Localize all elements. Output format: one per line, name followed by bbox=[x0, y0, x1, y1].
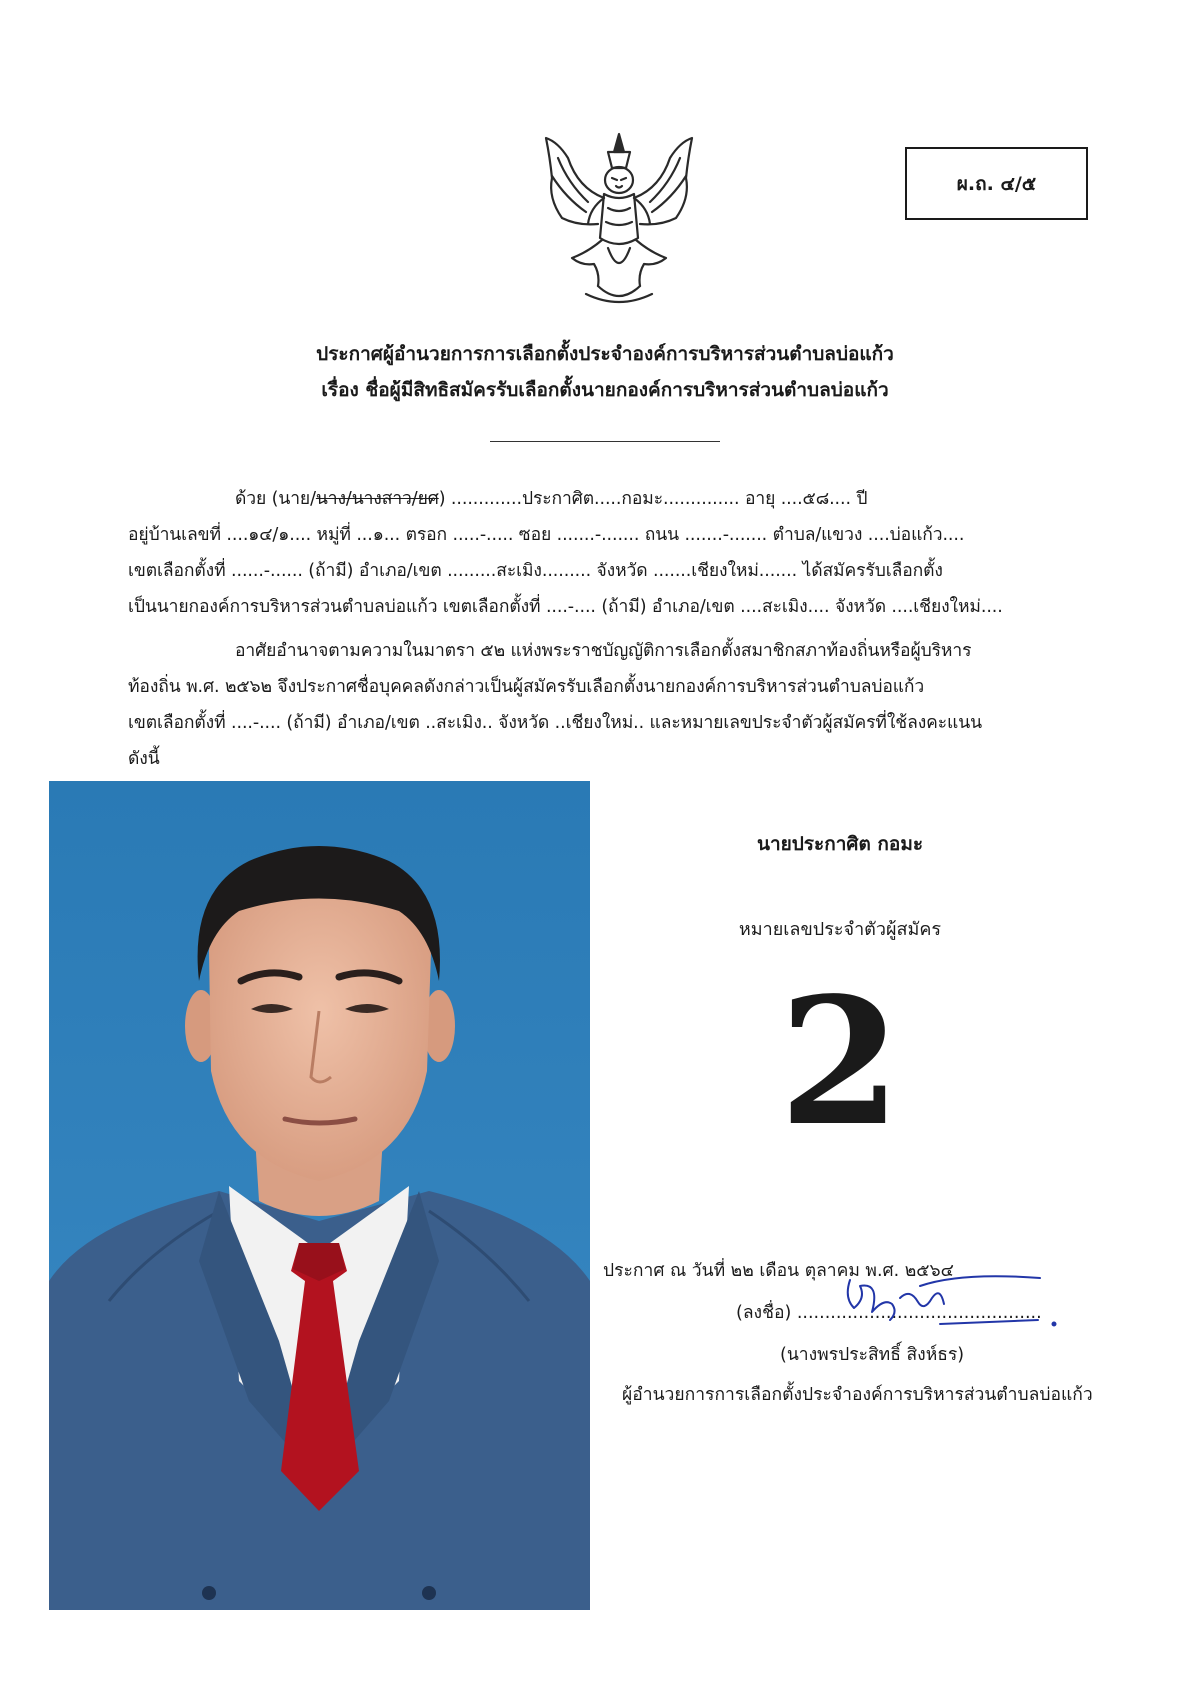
signer-name: (นางพรประสิทธิ์ สิงห์ธร) bbox=[780, 1345, 965, 1365]
candidate-photo bbox=[49, 781, 590, 1610]
body-line: เขตเลือกตั้งที่ ....-.... (ถ้ามี) อำเภอ/เขต ..สะเมิง.. จังหวัด ..เชียงใหม่.. และหมายเลขประจำตัวผู้สมัครที่ใช้ลงคะแนน bbox=[128, 713, 982, 733]
signer-title: ผู้อำนวยการการเลือกตั้งประจำองค์การบริหารส่วนตำบลบ่อแก้ว bbox=[622, 1385, 1093, 1405]
announcement-date: ประกาศ ณ วันที่ ๒๒ เดือน ตุลาคม พ.ศ. ๒๕๖๔ bbox=[603, 1261, 954, 1281]
candidate-name: นายประกาศิต กอมะ bbox=[756, 833, 924, 855]
signed-line: (ลงชื่อ) ............................................ bbox=[736, 1303, 1042, 1323]
title-prefix: ด้วย (นาย/ bbox=[235, 489, 316, 509]
form-code: ผ.ถ. ๔/๕ bbox=[956, 172, 1037, 195]
body-line: ท้องถิ่น พ.ศ. ๒๕๖๒ จึงประกาศชื่อบุคคลดังกล่าวเป็นผู้สมัครรับเลือกตั้งนายกองค์การบริหารส่วนตำบลบ่อแก้ว bbox=[128, 677, 925, 697]
body-line: ดังนี้ bbox=[128, 749, 160, 769]
struck-title-options: นาง/นางสาว/ยศ bbox=[315, 489, 439, 509]
body-line: เขตเลือกตั้งที่ ......-...... (ถ้ามี) อำเภอ/เขต .........สะเมิง......... จังหวัด .......เชียงใหม่....... ได้สมัครรับเลือกตั้ง bbox=[128, 561, 943, 581]
body-line: อยู่บ้านเลขที่ ....๑๔/๑.... หมู่ที่ ...๑... ตรอก .....-..... ซอย .......-....... ถนน .......-....... ตำบล/แขวง ....บ่อแก้ว.... bbox=[128, 525, 965, 545]
candidate-number-label: หมายเลขประจำตัวผู้สมัคร bbox=[738, 919, 942, 940]
candidate-name-age: ) .............ประกาศิต.....กอมะ.............. อายุ ....๕๘.... ปี bbox=[438, 489, 868, 509]
garuda-emblem-icon bbox=[528, 128, 710, 310]
announcement-title: ประกาศผู้อำนวยการการเลือกตั้งประจำองค์การบริหารส่วนตำบลบ่อแก้ว bbox=[316, 343, 894, 365]
candidate-number: 2 bbox=[779, 960, 901, 1165]
announcement-subject: เรื่อง ชื่อผู้มีสิทธิสมัครรับเลือกตั้งนายกองค์การบริหารส่วนตำบลบ่อแก้ว bbox=[321, 379, 889, 401]
body-line: เป็นนายกองค์การบริหารส่วนตำบลบ่อแก้ว เขตเลือกตั้งที่ ....-.... (ถ้ามี) อำเภอ/เขต ....สะเมิง.... จังหวัด ....เชียงใหม่.... bbox=[128, 597, 1003, 617]
title-divider bbox=[490, 441, 720, 442]
handwritten-signature bbox=[840, 1268, 1060, 1338]
body-line: อาศัยอำนาจตามความในมาตรา ๕๒ แห่งพระราชบัญญัติการเลือกตั้งสมาชิกสภาท้องถิ่นหรือผู้บริหาร bbox=[235, 641, 972, 661]
form-code-box bbox=[905, 147, 1088, 220]
body-line bbox=[235, 484, 1081, 512]
